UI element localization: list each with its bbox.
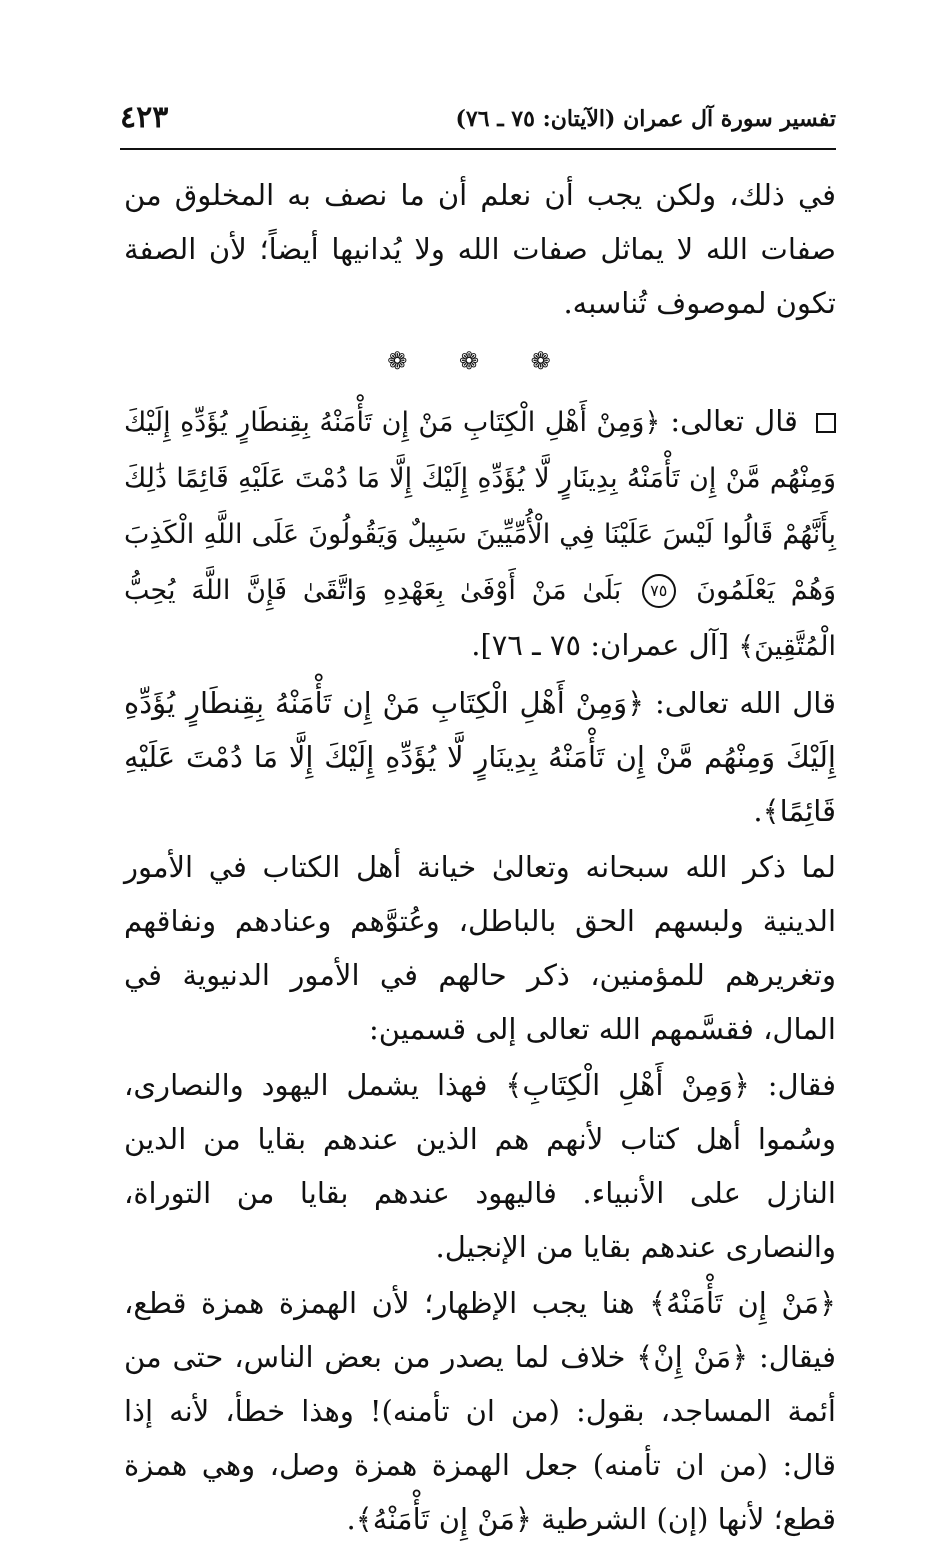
- section-separator: ❁ ❁ ❁: [387, 347, 573, 375]
- square-bullet-icon: [816, 413, 836, 433]
- quran-verse-75: ﴿وَمِنْ أَهْلِ الْكِتَابِ مَنْ إِن تَأْمَنْهُ بِقِنطَارٍ يُؤَدِّهِ إِلَيْكَ وَمِنْهُم مَّنْ إِن تَأْمَنْهُ بِدِينَارٍ لَّا يُؤَدِّهِ إِلَيْكَ إِلَّا مَا دُمْتَ عَلَيْهِ قَائِمًا ذَٰلِكَ بِأَنَّهُمْ قَالُوا لَيْسَ عَلَيْنَا فِي الْأُمِّيِّينَ سَبِيلٌ وَيَقُولُونَ عَلَى اللَّهِ الْكَذِبَ وَهُمْ يَعْلَمُونَ: [124, 407, 837, 606]
- page-number: ٤٢٣: [120, 100, 169, 135]
- paragraph-verse-block: [124, 394, 836, 674]
- running-title: تفسير سورة آل عمران (الآيتان: ٧٥ ـ ٧٦): [455, 106, 836, 132]
- verse-reference: [آل عمران: ٧٥ ـ ٧٦].: [471, 628, 730, 662]
- paragraph-3: قال الله تعالى: ﴿وَمِنْ أَهْلِ الْكِتَابِ مَنْ إِن تَأْمَنْهُ بِقِنطَارٍ يُؤَدِّهِ إِلَيْكَ وَمِنْهُم مَّنْ إِن تَأْمَنْهُ بِدِينَارٍ لَّا يُؤَدِّهِ إِلَيْكَ إِلَّا مَا دُمْتَ عَلَيْهِ قَائِمًا﴾.: [124, 686, 836, 828]
- paragraph-4: لما ذكر الله سبحانه وتعالىٰ خيانة أهل الكتاب في الأمور الدينية ولبسهم الحق بالباطل، وعُتوَّهم وعنادهم ونفاقهم وتغريرهم للمؤمنين، ذكر حالهم في الأمور الدنيوية في المال، فقسَّمهم الله تعالى إلى قسمين:: [124, 850, 836, 1046]
- paragraph-5: فقال: ﴿وَمِنْ أَهْلِ الْكِتَابِ﴾ فهذا يشمل اليهود والنصارى، وسُموا أهل كتاب لأنهم هم الذين عندهم بقايا من الدين النازل على الأنبياء. فاليهود عندهم بقايا من التوراة، والنصارى عندهم بقايا من الإنجيل.: [124, 1068, 836, 1264]
- page-body: [124, 168, 836, 1548]
- quran-verse-76: بَلَىٰ مَنْ أَوْفَىٰ بِعَهْدِهِ وَاتَّقَىٰ فَإِنَّ اللَّهَ يُحِبُّ الْمُتَّقِينَ﴾: [124, 575, 836, 662]
- paragraph-6: ﴿مَنْ إِن تَأْمَنْهُ﴾ هنا يجب الإظهار؛ لأن الهمزة همزة قطع، فيقال: ﴿مَنْ إِنْ﴾ خلاف لما يصدر من بعض الناس، حتى من أئمة المساجد، بقول: (من ان تأمنه)! وهذا خطأ، لأنه إذا قال: (من ان تأمنه) جعل الهمزة همزة وصل، وهي همزة قطع؛ لأنها (إن) الشرطية ﴿مَنْ إِن تَأْمَنْهُ﴾.: [124, 1286, 836, 1536]
- page-header: [120, 96, 836, 146]
- header-divider: [120, 148, 836, 150]
- verse-intro: قال تعالى:: [670, 404, 798, 438]
- paragraph-1: في ذلك، ولكن يجب أن نعلم أن ما نصف به المخلوق من صفات الله لا يماثل صفات الله ولا يُدانيها أيضاً؛ لأن الصفة تكون لموصوف تُناسبه.: [124, 178, 836, 320]
- ayah-number-mark: ٧٥: [642, 574, 676, 608]
